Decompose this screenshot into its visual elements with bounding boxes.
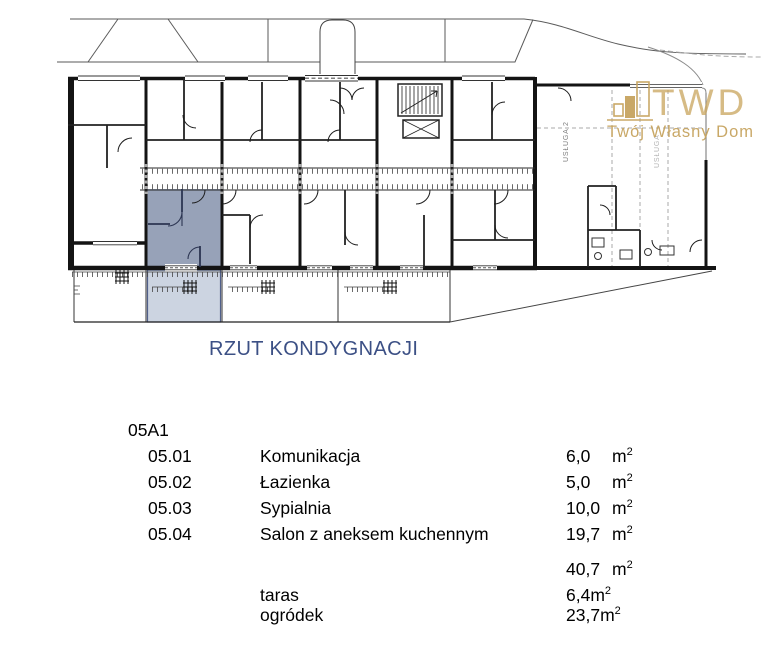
area-table [0, 417, 780, 625]
room-area-unit: $m^2$ [612, 524, 633, 544]
logo-monogram: TWD [652, 82, 749, 123]
room-area-value: 10,0 [566, 498, 601, 518]
room-area-value: 5,0 [566, 472, 591, 492]
extra-row [0, 605, 780, 625]
room-area-unit: $m^2$ [612, 472, 633, 492]
room-area-value: 6,0 [566, 446, 591, 466]
highlighted-unit[interactable] [148, 189, 221, 322]
usluga2-label: USŁUGA 2 [563, 121, 570, 162]
room-row [0, 495, 780, 521]
page-title: RZUT KONDYGNACJI [209, 338, 419, 360]
room-name: Komunikacja [260, 446, 361, 466]
usluga-label: USŁUGA [654, 134, 661, 168]
room-code: 05.03 [148, 498, 192, 518]
total-area-unit: $m^2$ [612, 559, 633, 579]
room-area-unit: $m^2$ [612, 498, 633, 518]
room-code: 05.04 [148, 524, 192, 544]
room-area-unit: $m^2$ [612, 446, 633, 466]
extra-row [0, 585, 780, 605]
total-area-value: 40,7 [566, 559, 601, 579]
extra-area: $6,4m^2$ [566, 585, 612, 605]
room-row [0, 443, 780, 469]
logo-tagline: Twój Własny Dom [607, 123, 755, 141]
room-area-value: 19,7 [566, 524, 601, 544]
room-row [0, 469, 780, 495]
room-name: Łazienka [260, 472, 331, 492]
room-name: Sypialnia [260, 498, 332, 518]
room-code: 05.01 [148, 446, 192, 466]
unit-garden [148, 270, 221, 322]
room-code: 05.02 [148, 472, 192, 492]
extra-name: ogródek [260, 605, 324, 625]
room-row [0, 521, 780, 547]
extra-name: taras [260, 585, 299, 605]
extra-area: $23,7m^2$ [566, 605, 621, 625]
entrance-bay [320, 20, 355, 78]
total-area-row [0, 556, 780, 582]
room-name: Salon z aneksem kuchennym [260, 524, 489, 544]
unit-id: 05A1 [128, 420, 169, 440]
stairwell [398, 84, 442, 138]
